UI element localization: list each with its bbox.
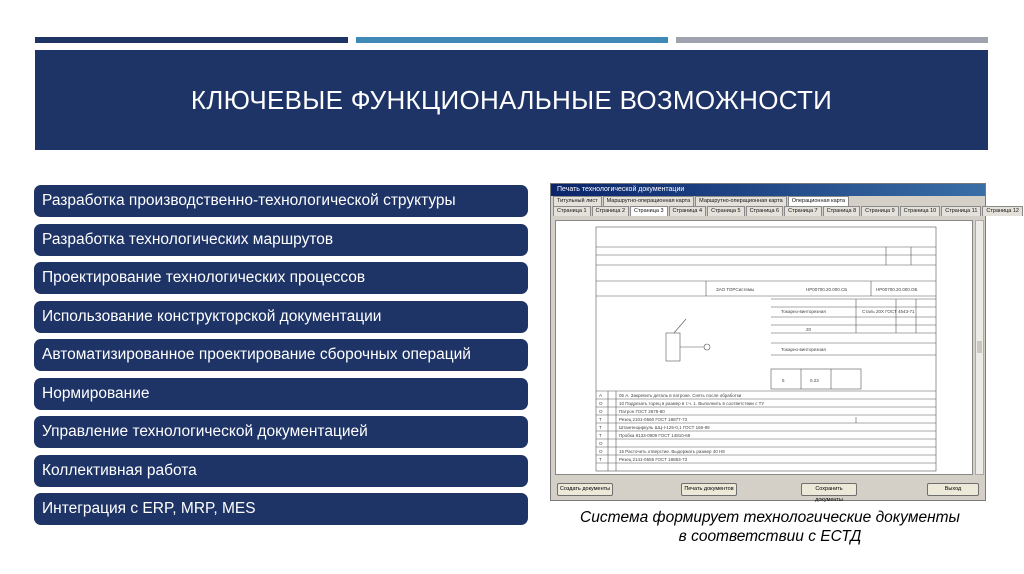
embedded-app-screenshot bbox=[550, 183, 1019, 503]
tab-route-card-1[interactable]: Маршрутно-операционная карта bbox=[603, 196, 695, 206]
svg-text:Т: Т bbox=[599, 457, 602, 462]
svg-text:Токарно-винторезная: Токарно-винторезная bbox=[781, 309, 826, 314]
svg-text:10 Подрезать торец в размер в: 10 Подрезать торец в размер в т.ч. 1. Выполнить в соответствии с ТУ bbox=[619, 401, 765, 406]
tab-page-11[interactable]: Страница 11 bbox=[941, 206, 981, 216]
svg-text:Штангенциркуль ШЦ-I-125-0,1 ГО: Штангенциркуль ШЦ-I-125-0,1 ГОСТ 166-89 bbox=[619, 425, 710, 430]
page-tabs bbox=[551, 206, 1019, 216]
svg-text:Патрон ГОСТ 2675-80: Патрон ГОСТ 2675-80 bbox=[619, 409, 665, 414]
tab-page-10[interactable]: Страница 10 bbox=[900, 206, 941, 216]
accent-bar-blue bbox=[356, 37, 668, 43]
svg-text:Сталь 20Х ГОСТ 4543-71: Сталь 20Х ГОСТ 4543-71 bbox=[862, 309, 915, 314]
svg-text:Токарно-винторезная: Токарно-винторезная bbox=[781, 347, 826, 352]
feature-list bbox=[34, 185, 528, 532]
svg-text:ЗАО ТОРСистемы: ЗАО ТОРСистемы bbox=[716, 287, 755, 292]
svg-text:О: О bbox=[599, 401, 603, 406]
tab-page-2[interactable]: Страница 2 bbox=[592, 206, 630, 216]
svg-text:Пробка 8133-0909 ГОСТ 14810-69: Пробка 8133-0909 ГОСТ 14810-69 bbox=[619, 433, 691, 438]
feature-item: Коллективная работа bbox=[34, 455, 528, 487]
tab-page-6[interactable]: Страница 6 bbox=[746, 206, 784, 216]
operation-card-form bbox=[556, 221, 974, 476]
svg-text:20: 20 bbox=[806, 327, 812, 332]
svg-text:НР00700.20.000.СБ: НР00700.20.000.СБ bbox=[806, 287, 848, 292]
vertical-scrollbar[interactable] bbox=[975, 220, 984, 475]
tab-route-card-2[interactable]: Маршрутно-операционная карта bbox=[695, 196, 787, 206]
svg-text:Т: Т bbox=[599, 433, 602, 438]
print-documents-button[interactable]: Печать документов bbox=[681, 483, 737, 496]
feature-item: Проектирование технологических процессов bbox=[34, 262, 528, 294]
feature-item: Использование конструкторской документации bbox=[34, 301, 528, 333]
accent-bar-gray bbox=[676, 37, 988, 43]
caption-line-1: Система формирует технологические документы bbox=[580, 509, 960, 526]
slide-title: КЛЮЧЕВЫЕ ФУНКЦИОНАЛЬНЫЕ ВОЗМОЖНОСТИ bbox=[190, 85, 833, 115]
svg-text:05 А. Закрепить деталь в патро: 05 А. Закрепить деталь в патроне. Снять после обработки bbox=[619, 393, 742, 398]
svg-text:5: 5 bbox=[782, 378, 785, 383]
tab-page-8[interactable]: Страница 8 bbox=[823, 206, 861, 216]
svg-text:НР00700.20.000.ОБ: НР00700.20.000.ОБ bbox=[876, 287, 918, 292]
svg-text:А: А bbox=[599, 393, 603, 398]
feature-item: Управление технологической документацией bbox=[34, 416, 528, 448]
svg-text:О: О bbox=[599, 409, 603, 414]
tab-title-sheet[interactable]: Титульный лист bbox=[553, 196, 602, 206]
svg-text:0.23: 0.23 bbox=[810, 378, 819, 383]
feature-item: Автоматизированное проектирование сборочных операций bbox=[34, 339, 528, 371]
document-preview bbox=[555, 220, 973, 475]
svg-text:Т: Т bbox=[599, 425, 602, 430]
svg-text:Резец 2141-0555 ГОСТ 18883-73: Резец 2141-0555 ГОСТ 18883-73 bbox=[619, 457, 688, 462]
tab-page-7[interactable]: Страница 7 bbox=[784, 206, 822, 216]
document-tabs bbox=[551, 196, 985, 206]
tab-page-12[interactable]: Страница 12 bbox=[982, 206, 1023, 216]
save-documents-button[interactable]: Сохранить документы bbox=[801, 483, 857, 496]
create-documents-button[interactable]: Создать документы bbox=[557, 483, 613, 496]
tab-page-4[interactable]: Страница 4 bbox=[669, 206, 707, 216]
svg-text:Т: Т bbox=[599, 417, 602, 422]
accent-bar-dark bbox=[35, 37, 348, 43]
feature-item: Разработка производственно-технологической структуры bbox=[34, 185, 528, 217]
tab-page-9[interactable]: Страница 9 bbox=[861, 206, 899, 216]
tab-operation-card[interactable]: Операционная карта bbox=[788, 196, 849, 206]
feature-item: Разработка технологических маршрутов bbox=[34, 224, 528, 256]
feature-item: Интеграция с ERP, MRP, MES bbox=[34, 493, 528, 525]
tab-page-5[interactable]: Страница 5 bbox=[707, 206, 745, 216]
svg-text:Резец 2101-0560 ГОСТ 18877-73: Резец 2101-0560 ГОСТ 18877-73 bbox=[619, 417, 688, 422]
svg-text:15 Расточить отверстие. Выдерж: 15 Расточить отверстие. Выдержать размер 40 Н8 bbox=[619, 449, 725, 454]
tab-page-3[interactable]: Страница 3 bbox=[630, 206, 668, 216]
screenshot-caption bbox=[552, 508, 988, 546]
title-banner bbox=[35, 50, 988, 150]
svg-text:О: О bbox=[599, 441, 603, 446]
feature-item: Нормирование bbox=[34, 378, 528, 410]
scrollbar-thumb[interactable] bbox=[977, 341, 982, 353]
window-titlebar: Печать технологической документации bbox=[551, 184, 985, 196]
exit-button[interactable]: Выход bbox=[927, 483, 979, 496]
caption-line-2: в соответствии с ЕСТД bbox=[678, 528, 862, 545]
svg-text:О: О bbox=[599, 449, 603, 454]
tab-page-1[interactable]: Страница 1 bbox=[553, 206, 591, 216]
